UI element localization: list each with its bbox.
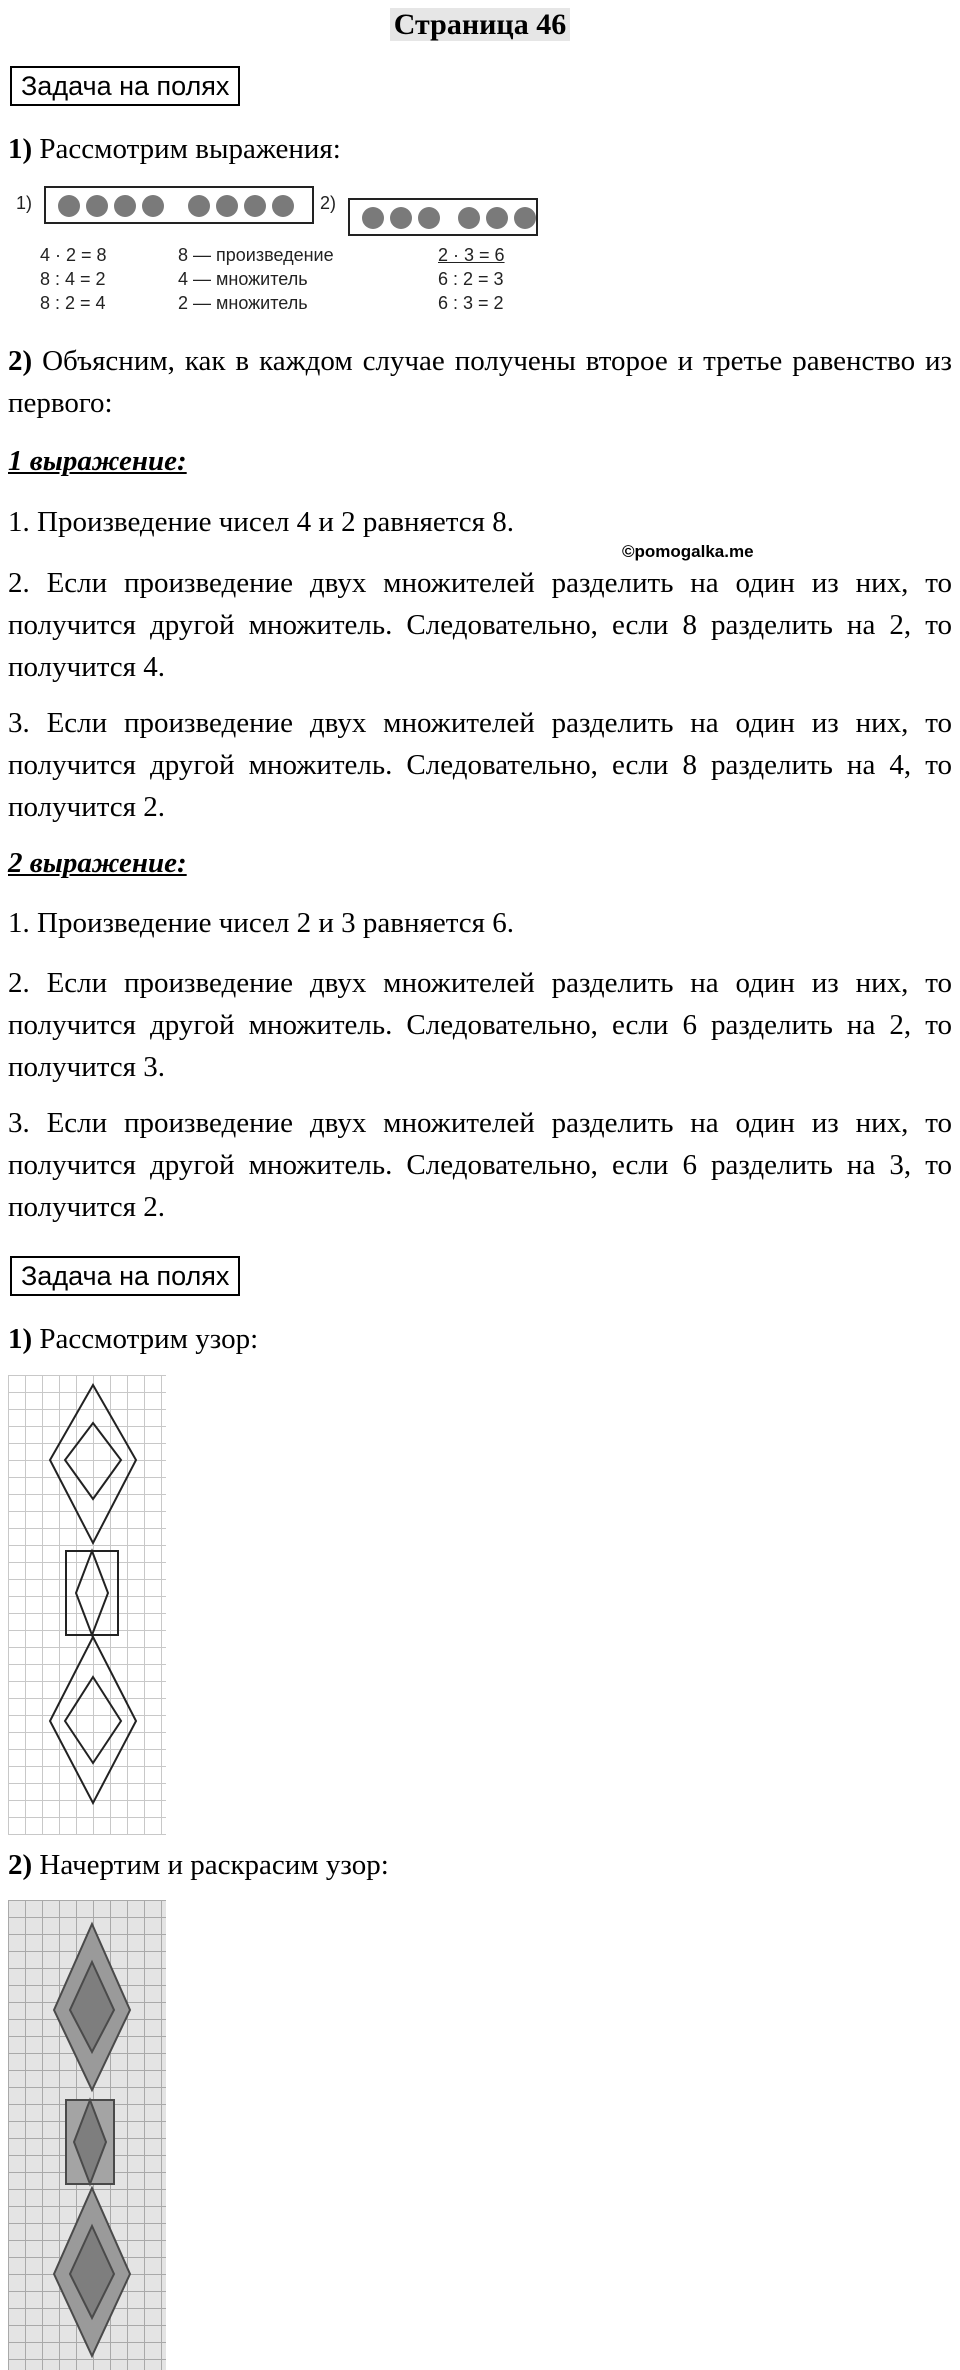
- dot-row-2: [348, 198, 538, 236]
- pattern-colored-svg: [8, 1900, 166, 2370]
- task2-step1-number: 1): [8, 1323, 33, 1355]
- bottom-rhombus-inner: [65, 1677, 121, 1763]
- dot: [216, 195, 238, 217]
- image-label-1: 1): [16, 193, 33, 213]
- task2-step2-text: Начертим и раскрасим узор:: [32, 1849, 389, 1881]
- textbook-expression-image: [10, 180, 550, 320]
- expr2-item-2: 2. Если произведение двух множителей разделить на один из них, то получится другой множитель. Следовательно, если 6 разделить на 2, то получится 3.: [8, 967, 952, 1083]
- step1-text: Рассмотрим выражения:: [32, 133, 341, 165]
- dot: [486, 207, 508, 229]
- dot: [114, 195, 136, 217]
- step2-paragraph: [8, 340, 952, 424]
- task-box-label-2: Задача на полях: [10, 1256, 240, 1296]
- top-rhombus-outer: [50, 1385, 136, 1543]
- task2-step2-number: 2): [8, 1849, 33, 1881]
- expr1-heading: 1 выражение:: [8, 445, 187, 477]
- pattern-grid-figure: [8, 1375, 166, 1835]
- expr2-item-3: 3. Если произведение двух множителей разделить на один из них, то получится другой множитель. Следовательно, если 6 разделить на 3, то получится 2.: [8, 1107, 952, 1223]
- dot: [188, 195, 210, 217]
- expr1-item-2: 2. Если произведение двух множителей разделить на один из них, то получится другой множитель. Следовательно, если 8 разделить на 2, то получится 4.: [8, 567, 952, 683]
- middle-rhombus: [76, 1551, 108, 1635]
- expr2-heading: 2 выражение:: [8, 847, 187, 879]
- middle-rectangle: [66, 1551, 118, 1635]
- task2-step1-line: [8, 1318, 258, 1360]
- step2-number: 2): [8, 345, 33, 377]
- expr1-item-1: 1. Произведение чисел 4 и 2 равняется 8.: [8, 506, 514, 538]
- expr1-item-3: 3. Если произведение двух множителей разделить на один из них, то получится другой множитель. Следовательно, если 8 разделить на 4, то получится 2.: [8, 707, 952, 823]
- dot: [418, 207, 440, 229]
- page-title-text: Страница 46: [390, 8, 570, 41]
- eq2-line-3: 6 : 3 = 2: [438, 293, 504, 313]
- eq2-line-1: 2 · 3 = 6: [438, 245, 505, 265]
- pattern-outline-svg: [8, 1375, 166, 1835]
- task2-step2-line: [8, 1844, 389, 1886]
- dot: [458, 207, 480, 229]
- step2-text: Объясним, как в каждом случае получены второе и третье равенство из первого:: [8, 345, 952, 419]
- step1-number: 1): [8, 133, 33, 165]
- dot: [244, 195, 266, 217]
- bottom-rhombus-outer: [50, 1637, 136, 1803]
- term-line-1: 8 — произведение: [178, 245, 334, 265]
- dot: [86, 195, 108, 217]
- dot: [390, 207, 412, 229]
- watermark: ©pomogalka.me: [622, 542, 754, 561]
- top-rhombus-inner: [65, 1423, 121, 1499]
- task-box-label: Задача на полях: [10, 66, 240, 106]
- eq1-line-2: 8 : 4 = 2: [40, 269, 106, 289]
- image-label-2: 2): [320, 193, 337, 213]
- dot: [142, 195, 164, 217]
- step1-line: [8, 128, 341, 170]
- eq2-line-2: 6 : 2 = 3: [438, 269, 504, 289]
- dot: [514, 207, 536, 229]
- eq1-line-3: 8 : 2 = 4: [40, 293, 106, 313]
- term-line-2: 4 — множитель: [178, 269, 308, 289]
- task2-step1-text: Рассмотрим узор:: [32, 1323, 259, 1355]
- dot: [272, 195, 294, 217]
- colored-pattern-photo: [8, 1900, 166, 2370]
- term-line-3: 2 — множитель: [178, 293, 308, 313]
- dot: [58, 195, 80, 217]
- eq1-line-1: 4 · 2 = 8: [40, 245, 107, 265]
- dot: [362, 207, 384, 229]
- page-title: [0, 4, 960, 46]
- expr2-item-1: 1. Произведение чисел 2 и 3 равняется 6.: [8, 907, 514, 939]
- dot-row-1: [44, 186, 314, 224]
